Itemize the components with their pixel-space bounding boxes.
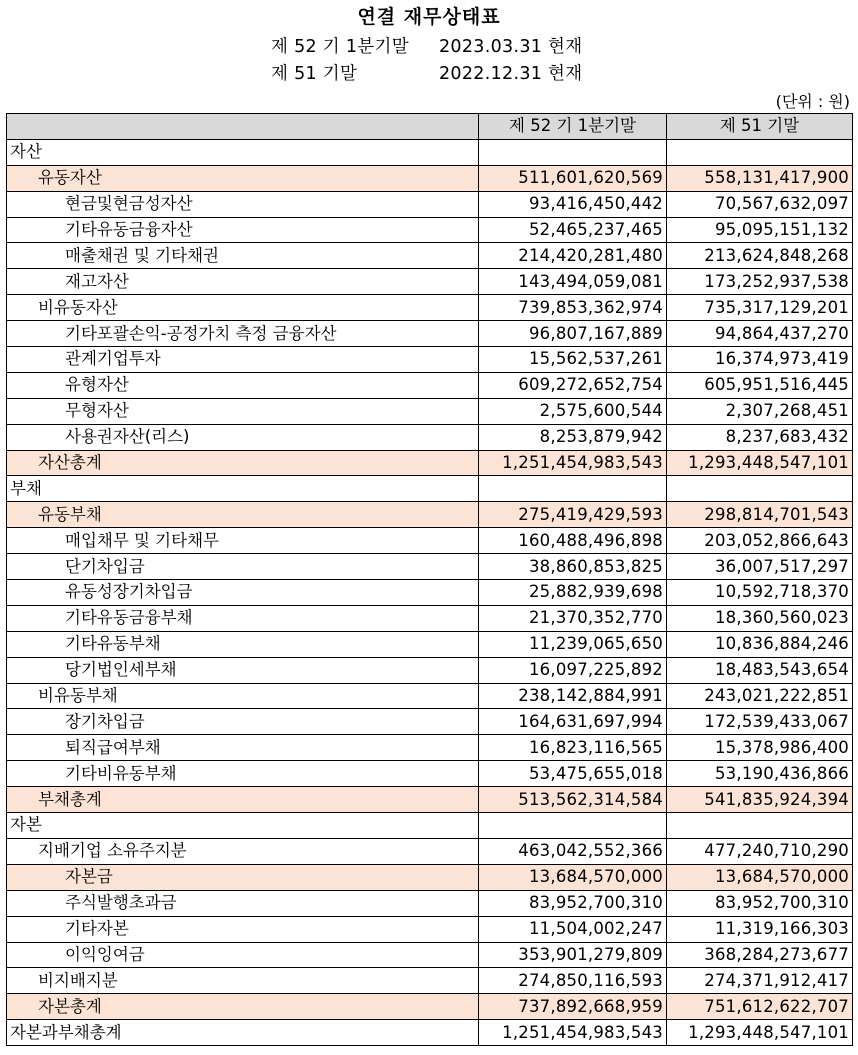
account-name: 매입채무 및 기타채무 (7, 528, 479, 554)
table-row (7, 657, 853, 683)
current-period-amount: 11,504,002,247 (479, 916, 667, 942)
balance-sheet-table (6, 113, 853, 1046)
account-name: 유형자산 (7, 372, 479, 398)
account-name: 당기법인세부채 (7, 657, 479, 683)
table-row (7, 502, 853, 528)
account-name: 단기차입금 (7, 554, 479, 580)
table-row (7, 424, 853, 450)
current-period-amount: 16,823,116,565 (479, 735, 667, 761)
table-row (7, 269, 853, 295)
table-row (7, 528, 853, 554)
account-name: 기타유동금융부채 (7, 605, 479, 631)
current-period-amount (479, 139, 667, 165)
table-row (7, 787, 853, 813)
unit-note: (단위 : 원) (775, 92, 850, 111)
current-period-amount: 513,562,314,584 (479, 787, 667, 813)
current-period-amount: 52,465,237,465 (479, 217, 667, 243)
prior-period-amount (667, 139, 853, 165)
prior-period-amount: 10,836,884,246 (667, 631, 853, 657)
prior-period-amount: 11,319,166,303 (667, 916, 853, 942)
current-period-amount: 1,251,454,983,543 (479, 1020, 667, 1046)
current-period-amount: 737,892,668,959 (479, 994, 667, 1020)
current-period-amount: 2,575,600,544 (479, 398, 667, 424)
current-period-amount: 13,684,570,000 (479, 864, 667, 890)
account-name: 유동부채 (7, 502, 479, 528)
table-row (7, 916, 853, 942)
table-row (7, 683, 853, 709)
prior-period-amount: 173,252,937,538 (667, 269, 853, 295)
account-name: 자산 (7, 139, 479, 165)
table-row (7, 321, 853, 347)
table-row (7, 761, 853, 787)
account-name: 부채 (7, 476, 479, 502)
header-account (7, 114, 479, 140)
current-period-amount: 143,494,059,081 (479, 269, 667, 295)
prior-period-amount: 1,293,448,547,101 (667, 450, 853, 476)
table-row (7, 631, 853, 657)
current-period-amount: 609,272,652,754 (479, 372, 667, 398)
account-name: 관계기업투자 (7, 347, 479, 373)
prior-period-amount: 751,612,622,707 (667, 994, 853, 1020)
account-name: 기타자본 (7, 916, 479, 942)
table-row (7, 476, 853, 502)
header-row (7, 114, 853, 140)
table-row (7, 1020, 853, 1046)
current-period-amount: 238,142,884,991 (479, 683, 667, 709)
prior-period-amount: 605,951,516,445 (667, 372, 853, 398)
account-name: 자산총계 (7, 450, 479, 476)
table-row (7, 994, 853, 1020)
prior-period-amount: 18,483,543,654 (667, 657, 853, 683)
table-row (7, 942, 853, 968)
prior-period-amount: 2,307,268,451 (667, 398, 853, 424)
current-period-amount: 164,631,697,994 (479, 709, 667, 735)
current-period-amount: 353,901,279,809 (479, 942, 667, 968)
period-line-prior (271, 60, 582, 85)
period-date: 2023.03.31 현재 (439, 37, 583, 57)
account-name: 자본총계 (7, 994, 479, 1020)
table-row (7, 890, 853, 916)
current-period-amount: 739,853,362,974 (479, 295, 667, 321)
prior-period-amount: 274,371,912,417 (667, 968, 853, 994)
current-period-amount: 463,042,552,366 (479, 838, 667, 864)
current-period-amount: 15,562,537,261 (479, 347, 667, 373)
account-name: 유동자산 (7, 165, 479, 191)
account-name: 사용권자산(리스) (7, 424, 479, 450)
account-name: 자본과부채총계 (7, 1020, 479, 1046)
account-name: 유동성장기차입금 (7, 580, 479, 606)
prior-period-amount (667, 476, 853, 502)
prior-period-amount: 243,021,222,851 (667, 683, 853, 709)
prior-period-amount: 53,190,436,866 (667, 761, 853, 787)
current-period-amount: 160,488,496,898 (479, 528, 667, 554)
current-period-amount: 83,952,700,310 (479, 890, 667, 916)
table-row (7, 243, 853, 269)
prior-period-amount: 368,284,273,677 (667, 942, 853, 968)
table-row (7, 709, 853, 735)
table-row (7, 554, 853, 580)
account-name: 기타유동부채 (7, 631, 479, 657)
account-name: 기타비유동부채 (7, 761, 479, 787)
prior-period-amount: 541,835,924,394 (667, 787, 853, 813)
account-name: 자본 (7, 813, 479, 839)
current-period-amount (479, 813, 667, 839)
prior-period-amount: 203,052,866,643 (667, 528, 853, 554)
prior-period-amount: 83,952,700,310 (667, 890, 853, 916)
account-name: 자본금 (7, 864, 479, 890)
current-period-amount: 11,239,065,650 (479, 631, 667, 657)
prior-period-amount: 477,240,710,290 (667, 838, 853, 864)
current-period-amount: 53,475,655,018 (479, 761, 667, 787)
current-period-amount: 214,420,281,480 (479, 243, 667, 269)
account-name: 매출채권 및 기타채권 (7, 243, 479, 269)
current-period-amount: 8,253,879,942 (479, 424, 667, 450)
prior-period-amount: 95,095,151,132 (667, 217, 853, 243)
current-period-amount: 25,882,939,698 (479, 580, 667, 606)
prior-period-amount: 298,814,701,543 (667, 502, 853, 528)
table-row (7, 813, 853, 839)
table-row (7, 347, 853, 373)
prior-period-amount: 36,007,517,297 (667, 554, 853, 580)
prior-period-amount: 94,864,437,270 (667, 321, 853, 347)
account-name: 무형자산 (7, 398, 479, 424)
current-period-amount: 16,097,225,892 (479, 657, 667, 683)
table-row (7, 139, 853, 165)
period-line-current (271, 33, 582, 58)
current-period-amount: 1,251,454,983,543 (479, 450, 667, 476)
table-row (7, 968, 853, 994)
account-name: 비유동자산 (7, 295, 479, 321)
table-body (7, 139, 853, 1045)
header-current-period: 제 52 기 1분기말 (479, 114, 667, 140)
period-label: 제 51 기말 (271, 64, 358, 84)
current-period-amount: 96,807,167,889 (479, 321, 667, 347)
account-name: 장기차입금 (7, 709, 479, 735)
statement-title: 연결 재무상태표 (357, 6, 501, 28)
prior-period-amount: 8,237,683,432 (667, 424, 853, 450)
table-row (7, 605, 853, 631)
current-period-amount: 274,850,116,593 (479, 968, 667, 994)
account-name: 비유동부채 (7, 683, 479, 709)
table-row (7, 165, 853, 191)
prior-period-amount: 13,684,570,000 (667, 864, 853, 890)
prior-period-amount: 1,293,448,547,101 (667, 1020, 853, 1046)
account-name: 비지배지분 (7, 968, 479, 994)
table-row (7, 191, 853, 217)
table-row (7, 295, 853, 321)
current-period-amount: 511,601,620,569 (479, 165, 667, 191)
prior-period-amount: 15,378,986,400 (667, 735, 853, 761)
table-row (7, 735, 853, 761)
table-row (7, 838, 853, 864)
prior-period-amount: 18,360,560,023 (667, 605, 853, 631)
period-label: 제 52 기 1분기말 (271, 37, 409, 57)
account-name: 재고자산 (7, 269, 479, 295)
account-name: 부채총계 (7, 787, 479, 813)
prior-period-amount: 213,624,848,268 (667, 243, 853, 269)
account-name: 지배기업 소유주지분 (7, 838, 479, 864)
period-date: 2022.12.31 현재 (439, 64, 583, 84)
prior-period-amount: 16,374,973,419 (667, 347, 853, 373)
account-name: 기타포괄손익-공정가치 측정 금융자산 (7, 321, 479, 347)
current-period-amount: 275,419,429,593 (479, 502, 667, 528)
account-name: 현금및현금성자산 (7, 191, 479, 217)
prior-period-amount: 70,567,632,097 (667, 191, 853, 217)
table-row (7, 580, 853, 606)
current-period-amount (479, 476, 667, 502)
prior-period-amount: 558,131,417,900 (667, 165, 853, 191)
current-period-amount: 21,370,352,770 (479, 605, 667, 631)
table-row (7, 450, 853, 476)
account-name: 주식발행초과금 (7, 890, 479, 916)
account-name: 기타유동금융자산 (7, 217, 479, 243)
table-row (7, 372, 853, 398)
current-period-amount: 93,416,450,442 (479, 191, 667, 217)
prior-period-amount (667, 813, 853, 839)
table-row (7, 398, 853, 424)
account-name: 퇴직급여부채 (7, 735, 479, 761)
prior-period-amount: 10,592,718,370 (667, 580, 853, 606)
prior-period-amount: 172,539,433,067 (667, 709, 853, 735)
account-name: 이익잉여금 (7, 942, 479, 968)
table-row (7, 217, 853, 243)
prior-period-amount: 735,317,129,201 (667, 295, 853, 321)
table-row (7, 864, 853, 890)
current-period-amount: 38,860,853,825 (479, 554, 667, 580)
header-prior-period: 제 51 기말 (667, 114, 853, 140)
